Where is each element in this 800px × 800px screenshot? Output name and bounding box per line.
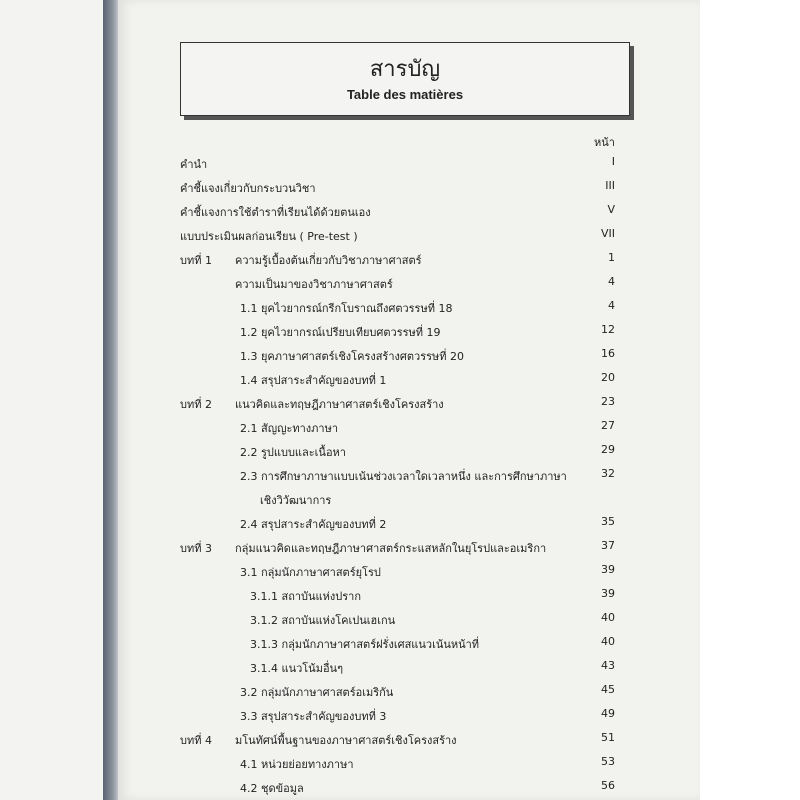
toc-entry-page: 16 xyxy=(601,347,615,360)
toc-entry xyxy=(0,539,800,557)
toc-title-thai: สารบัญ xyxy=(369,57,441,82)
toc-entry-title: 1.3 ยุคภาษาศาสตร์เชิงโครงสร้างศตวรรษที่ 20 xyxy=(240,350,465,363)
toc-entry xyxy=(0,587,800,605)
toc-entry-page: V xyxy=(607,203,615,216)
toc-entry-title: 2.1 สัญญะทางภาษา xyxy=(240,422,339,435)
toc-entry xyxy=(0,755,800,773)
toc-entry-chapter: บทที่ 4 xyxy=(180,734,212,747)
toc-entry xyxy=(0,707,800,725)
page-column-label: หน้า xyxy=(594,136,615,149)
toc-entry-title: 3.1.4 แนวโน้มอื่นๆ xyxy=(250,662,343,675)
toc-entry xyxy=(0,347,800,365)
toc-entry-title: กลุ่มแนวคิดและทฤษฎีภาษาศาสตร์กระแสหลักในยุโรปและอเมริกา xyxy=(235,542,547,555)
toc-entry xyxy=(0,371,800,389)
toc-entry-title: 2.3 การศึกษาภาษาแบบเน้นช่วงเวลาใดเวลาหนึ่ง และการศึกษาภาษา xyxy=(240,470,567,483)
toc-entry-chapter: บทที่ 3 xyxy=(180,542,212,555)
toc-entry-title: คำชี้แจงการใช้ตำราที่เรียนได้ด้วยตนเอง xyxy=(180,206,371,219)
toc-entry-page: 53 xyxy=(601,755,615,768)
toc-entry-title: 4.1 หน่วยย่อยทางภาษา xyxy=(240,758,354,771)
toc-entry xyxy=(0,395,800,413)
toc-entry xyxy=(0,491,800,509)
toc-entry-page: 20 xyxy=(601,371,615,384)
toc-entry-page: 43 xyxy=(601,659,615,672)
toc-entry xyxy=(0,323,800,341)
toc-title-box xyxy=(180,42,630,116)
toc-entry-page: 35 xyxy=(601,515,615,528)
toc-entry-title: 2.2 รูปแบบและเนื้อหา xyxy=(240,446,346,459)
toc-entry-page: III xyxy=(605,179,615,192)
toc-entry xyxy=(0,419,800,437)
toc-entry-title: 3.1 กลุ่มนักภาษาศาสตร์ยุโรป xyxy=(240,566,381,579)
toc-entry xyxy=(0,731,800,749)
toc-entry-page: 40 xyxy=(601,611,615,624)
toc-entry-page: 45 xyxy=(601,683,615,696)
toc-entry xyxy=(0,467,800,485)
toc-entry-page: I xyxy=(611,155,615,168)
toc-entry-page: 1 xyxy=(608,251,615,264)
toc-entry xyxy=(0,635,800,653)
toc-entry-page: 56 xyxy=(601,779,615,792)
toc-entry xyxy=(0,251,800,269)
toc-entry xyxy=(0,299,800,317)
toc-entry-title: 3.3 สรุปสาระสำคัญของบทที่ 3 xyxy=(240,710,387,723)
toc-entry xyxy=(0,443,800,461)
toc-entry xyxy=(0,563,800,581)
toc-entry-page: 12 xyxy=(601,323,615,336)
toc-entry-page: 29 xyxy=(601,443,615,456)
toc-entry xyxy=(0,659,800,677)
toc-entry-title: คำนำ xyxy=(180,158,208,171)
toc-entry-chapter: บทที่ 1 xyxy=(180,254,212,267)
toc-entry-title: 3.1.2 สถาบันแห่งโคเปนเฮเกน xyxy=(250,614,396,627)
toc-entry-page: 32 xyxy=(601,467,615,480)
toc-entry-title: 1.1 ยุคไวยากรณ์กรีกโบราณถึงศตวรรษที่ 18 xyxy=(240,302,453,315)
toc-entry-page: 49 xyxy=(601,707,615,720)
toc-entry-title: 4.2 ชุดข้อมูล xyxy=(240,782,304,795)
toc-entry-page: 39 xyxy=(601,563,615,576)
toc-entry-title: 2.4 สรุปสาระสำคัญของบทที่ 2 xyxy=(240,518,387,531)
toc-entry xyxy=(0,203,800,221)
toc-entry-page: 51 xyxy=(601,731,615,744)
toc-entry-title: ความรู้เบื้องต้นเกี่ยวกับวิชาภาษาศาสตร์ xyxy=(235,254,422,267)
toc-entry xyxy=(0,515,800,533)
toc-entry-title: คำชี้แจงเกี่ยวกับกระบวนวิชา xyxy=(180,182,316,195)
toc-entry xyxy=(0,683,800,701)
toc-entry-chapter: บทที่ 2 xyxy=(180,398,212,411)
toc-entry xyxy=(0,227,800,245)
toc-entry xyxy=(0,275,800,293)
toc-entry-title: เชิงวิวัฒนาการ xyxy=(260,494,332,507)
toc-entry-title: 1.2 ยุคไวยากรณ์เปรียบเทียบศตวรรษที่ 19 xyxy=(240,326,441,339)
toc-title-french: Table des matières xyxy=(346,87,464,102)
toc-entry-title: 3.2 กลุ่มนักภาษาศาสตร์อเมริกัน xyxy=(240,686,394,699)
toc-entry-title: มโนทัศน์พื้นฐานของภาษาศาสตร์เชิงโครงสร้าง xyxy=(235,734,457,747)
toc-entry-page: 40 xyxy=(601,635,615,648)
toc-entry-title: แบบประเมินผลก่อนเรียน ( Pre-test ) xyxy=(180,230,358,243)
toc-entry-title: 3.1.3 กลุ่มนักภาษาศาสตร์ฝรั่งเศสแนวเน้นหน้าที่ xyxy=(250,638,480,651)
toc-entry xyxy=(0,179,800,197)
toc-entry-title: แนวคิดและทฤษฎีภาษาศาสตร์เชิงโครงสร้าง xyxy=(235,398,444,411)
toc-entry-page: 4 xyxy=(608,275,615,288)
toc-entry-page: 39 xyxy=(601,587,615,600)
toc-entry-page: VII xyxy=(600,227,615,240)
toc-entry-page: 37 xyxy=(601,539,615,552)
toc-entry xyxy=(0,779,800,797)
toc-entry xyxy=(0,611,800,629)
toc-entry-page: 23 xyxy=(601,395,615,408)
toc-entry xyxy=(0,155,800,173)
toc-entry-title: 3.1.1 สถาบันแห่งปราก xyxy=(250,590,361,603)
toc-entry-page: 27 xyxy=(601,419,615,432)
toc-entry-page: 4 xyxy=(608,299,615,312)
toc-entry-title: 1.4 สรุปสาระสำคัญของบทที่ 1 xyxy=(240,374,387,387)
toc-entry-title: ความเป็นมาของวิชาภาษาศาสตร์ xyxy=(235,278,393,291)
